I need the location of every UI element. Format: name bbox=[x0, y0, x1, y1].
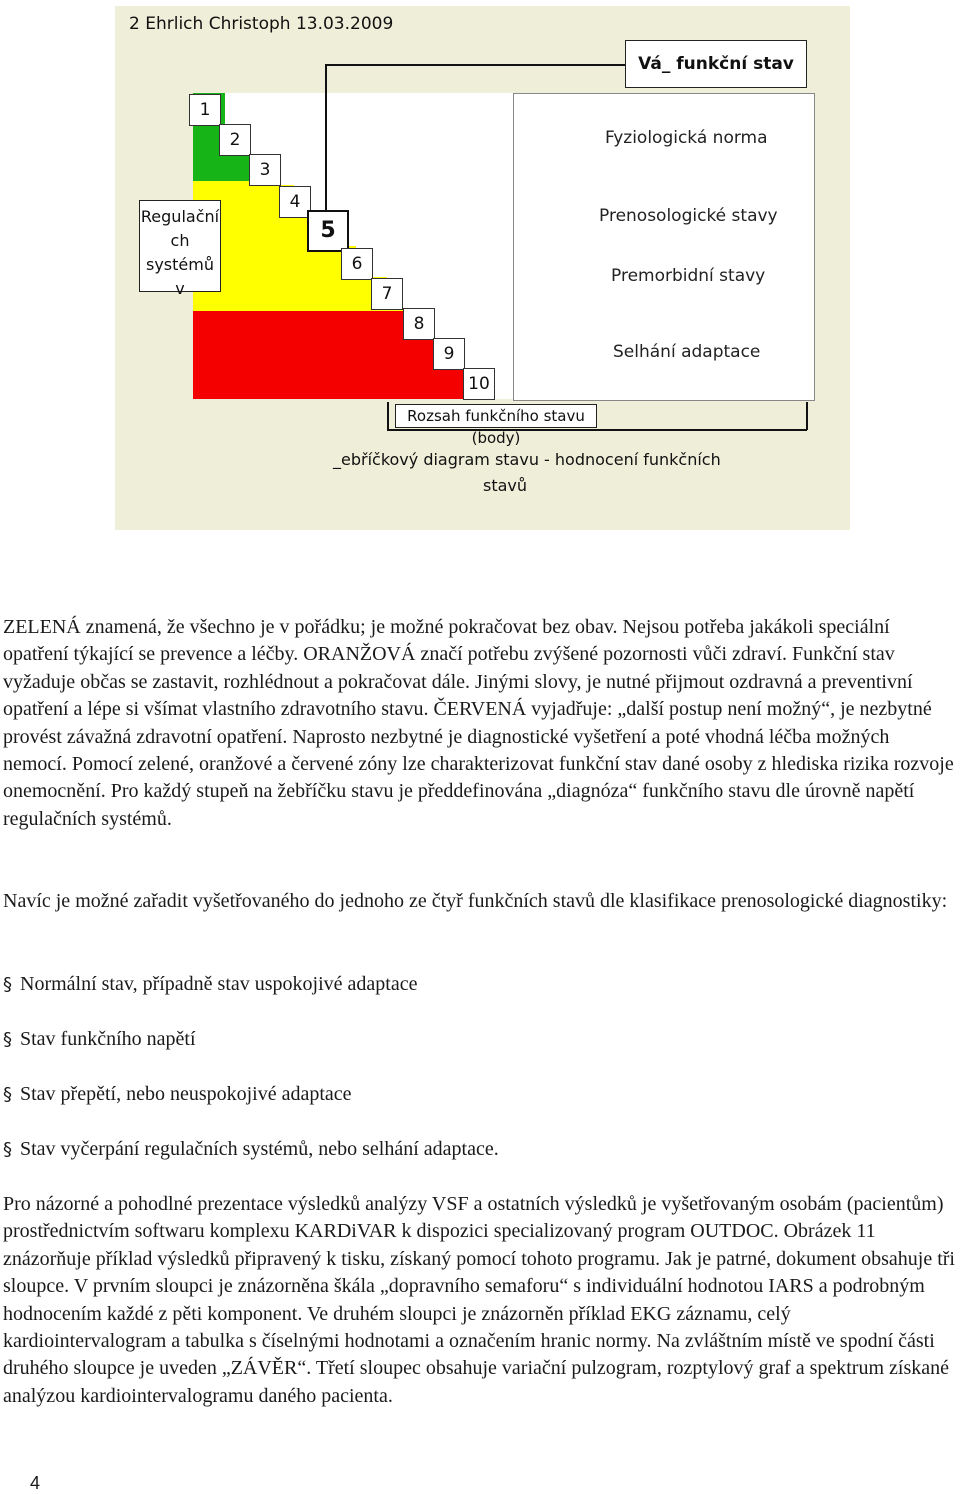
step-1: 1 bbox=[189, 94, 221, 126]
step-2: 2 bbox=[219, 124, 251, 156]
paragraph-zones: ZELENÁ znamená, že všechno je v pořádku; je možné pokračovat bez obav. Nejsou potřeba jakákoli speciální opatření týkající se prevence a léčby. ORANŽOVÁ značí potřebu zvýšené pozornosti vůči zdraví. Funkční stav vyžaduje občas se zastavit, rozhlédnout a pokračovat dále. Jinými slovy, je nutné přijmout ozdravná a preventivní opatření a lépe si všímat vlastního zdravotního stavu. ČERVENÁ vyjadřuje: „další postup není možný“, je nezbytné provést závažná zdravotní opatření. Naprosto nezbytné je diagnostické vyšetření a poté vhodná léčba možných nemocí. Pomocí zelené, oranžové a červené zóny lze charakterizovat funkční stav dané osoby z hlediska rizika rozvoje onemocnění. Pro každý stupeň na žebříčku stavu je předdefinována „diagnóza“ funkčního stavu dle úrovně napětí regulačních systémů. bbox=[3, 616, 954, 830]
bullet-mark: § bbox=[3, 1084, 12, 1105]
connector-vertical bbox=[325, 64, 327, 210]
paragraph-outdoc: Pro názorné a pohodlné prezentace výsledků analýzy VSF a ostatních výsledků je vyšetřovaným osobám (pacientům) prostřednictvím softwaru komplexu KARDiVAR k dispozici specializovaný program OUTDOC. Obrázek 11 znázorňuje příklad výsledků připravený k tisku, získaný pomocí tohoto programu. Jak je patrné, dokument obsahuje tři sloupce. V prvním sloupci je znázorněna škála „dopravního semaforu“ s individuální hodnotou IARS a podrobným hodnocením každé z pěti komponent. Ve druhém sloupci je znázorněn příklad EKG záznamu, celý kardiointervalogram a tabulka s číselnými hodnotami a označením hranic normy. Na zvláštním místě ve spodní části druhého sloupce je uveden „ZÁVĚR“. Třetí sloupec obsahuje variační pulzogram, rozptylový graf a spektrum získané analýzou kardiointervalogramu daného pacienta. bbox=[3, 1193, 955, 1407]
step-9: 9 bbox=[433, 338, 465, 370]
zone-label-premorbid: Premorbidní stavy bbox=[611, 266, 766, 286]
list-item-text: Stav přepětí, nebo neuspokojivé adaptace bbox=[20, 1083, 352, 1105]
zone-label-failure: Selhání adaptace bbox=[613, 342, 761, 362]
connector-horizontal bbox=[325, 64, 625, 66]
list-item bbox=[3, 1026, 196, 1053]
bullet-mark: § bbox=[3, 1029, 12, 1050]
list-item-text: Normální stav, případně stav uspokojivé adaptace bbox=[20, 973, 418, 995]
staircase-shape bbox=[225, 93, 513, 399]
list-item-text: Stav vyčerpání regulačních systémů, nebo selhání adaptace. bbox=[20, 1138, 499, 1160]
zone-label-physiological: Fyziologická norma bbox=[605, 128, 768, 148]
bullet-mark: § bbox=[3, 974, 12, 995]
list-item bbox=[3, 971, 417, 998]
list-item bbox=[3, 1136, 499, 1163]
regulation-line-3: systémů v bbox=[146, 255, 214, 298]
regulation-line-1: Regulační bbox=[140, 207, 220, 226]
figure-caption-line-2: stavů bbox=[483, 476, 528, 495]
regulation-line-2: ch bbox=[170, 231, 190, 250]
range-label: Rozsah funkčního stavu (body) bbox=[395, 404, 597, 428]
figure-title: 2 Ehrlich Christoph 13.03.2009 bbox=[129, 14, 394, 34]
regulation-box bbox=[139, 200, 221, 298]
step-6: 6 bbox=[341, 248, 373, 280]
step-8: 8 bbox=[403, 308, 435, 340]
ladder-diagram bbox=[115, 6, 850, 530]
zone-label-prenosological: Prenosologické stavy bbox=[599, 206, 778, 226]
range-bracket-left bbox=[387, 402, 389, 430]
step-4: 4 bbox=[279, 186, 311, 218]
figure-caption-line-1: _ebříčkový diagram stavu - hodnocení funkčních bbox=[333, 450, 721, 469]
step-3: 3 bbox=[249, 154, 281, 186]
range-bracket-bottom bbox=[387, 429, 807, 431]
page-number: 4 bbox=[30, 1473, 41, 1493]
list-item bbox=[3, 1081, 352, 1108]
step-7: 7 bbox=[371, 278, 403, 310]
step-10: 10 bbox=[463, 368, 495, 400]
state-box: Vá_ funkční stav bbox=[625, 40, 807, 88]
paragraph-classification: Navíc je možné zařadit vyšetřovaného do jednoho ze čtyř funkčních stavů dle klasifikace prenosologické diagnostiky: bbox=[3, 890, 948, 912]
list-item-text: Stav funkčního napětí bbox=[20, 1028, 196, 1050]
step-5-current: 5 bbox=[307, 210, 349, 252]
bullet-mark: § bbox=[3, 1139, 12, 1160]
range-bracket-right bbox=[806, 402, 808, 430]
